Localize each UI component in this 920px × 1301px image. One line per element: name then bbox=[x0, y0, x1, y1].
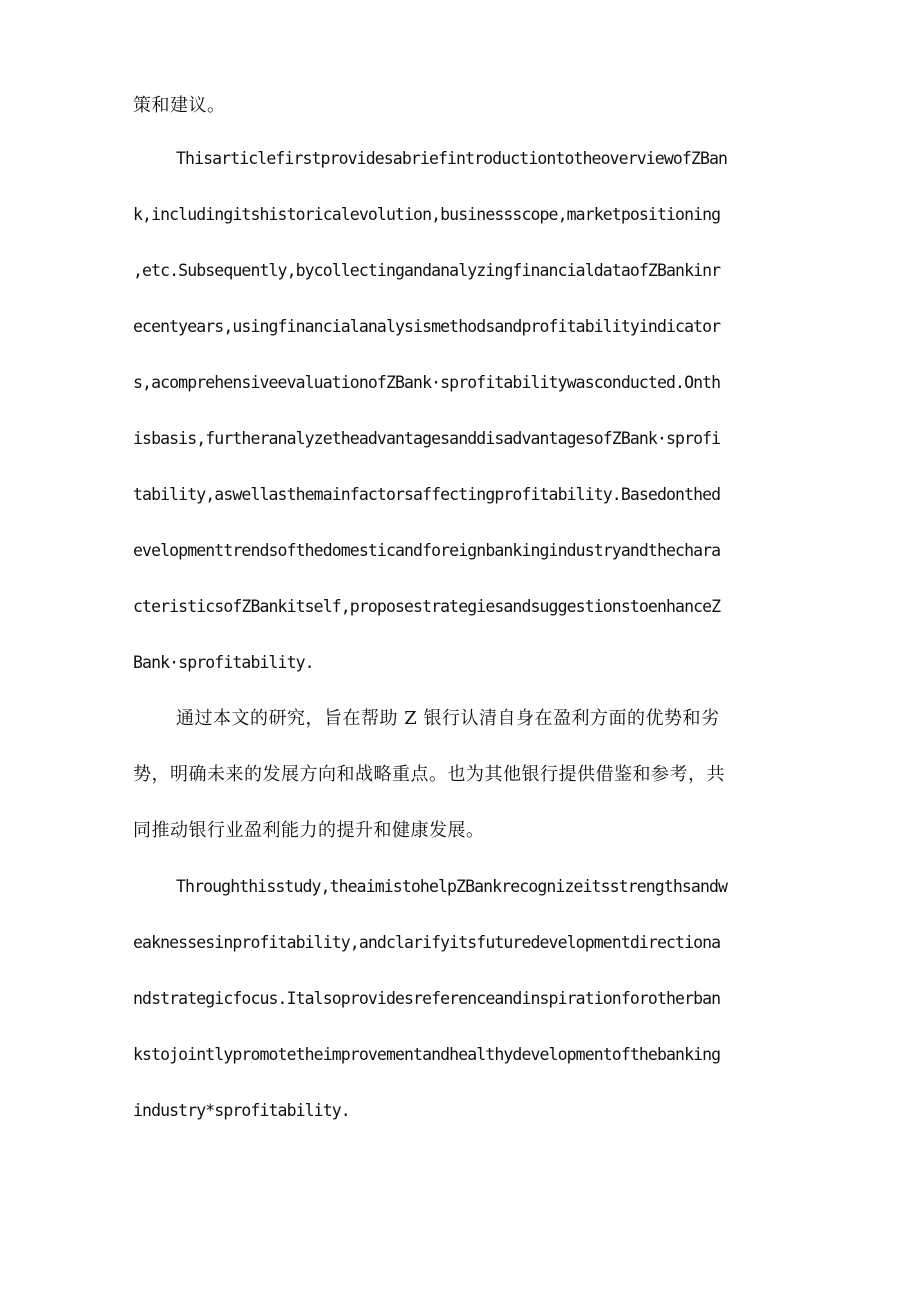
text-line: eaknessesinprofitability,andclarifyitsfuturedevelopmentdirectiona bbox=[133, 933, 721, 952]
text-line: ecentyears,usingfinancialanalysismethodsandprofitabilityindicator bbox=[133, 317, 721, 336]
text-line: tability,aswellasthemainfactorsaffectingprofitability.Basedonthed bbox=[133, 485, 721, 504]
text-line: evelopmenttrendsofthedomesticandforeignbankingindustryandthechara bbox=[133, 541, 721, 560]
text-line: cteristicsofZBankitself,proposestrategiesandsuggestionstoenhanceZ bbox=[133, 597, 721, 616]
text-line: Bank·sprofitability. bbox=[133, 653, 314, 672]
text-line: isbasis,furtheranalyzetheadvantagesanddisadvantagesofZBank·sprofi bbox=[133, 429, 721, 448]
text-line: industry*sprofitability. bbox=[133, 1101, 350, 1120]
text-line: 同推动银行业盈利能力的提升和健康发展。 bbox=[133, 820, 485, 841]
text-line: 势，明确未来的发展方向和战略重点。也为其他银行提供借鉴和参考，共 bbox=[133, 764, 725, 785]
text-line: k,includingitshistoricalevolution,businessscope,marketpositioning bbox=[133, 205, 721, 224]
text-line: 通过本文的研究，旨在帮助 Z 银行认清自身在盈利方面的优势和劣 bbox=[176, 708, 720, 729]
text-line: ThisarticlefirstprovidesabriefintroductiontotheoverviewofZBan bbox=[176, 149, 728, 168]
text-line: s,acomprehensiveevaluationofZBank·sprofitabilitywasconducted.Onth bbox=[133, 373, 721, 392]
text-line: ,etc.Subsequently,bycollectingandanalyzingfinancialdataofZBankinr bbox=[133, 261, 721, 280]
text-line: kstojointlypromotetheimprovementandhealthydevelopmentofthebanking bbox=[133, 1045, 721, 1064]
text-line: Throughthisstudy,theaimistohelpZBankrecognizeitsstrengthsandw bbox=[176, 877, 728, 896]
paragraph-continuation: 策和建议。 bbox=[133, 95, 226, 116]
text-line: ndstrategicfocus.Italsoprovidesreferenceandinspirationforotherban bbox=[133, 989, 721, 1008]
